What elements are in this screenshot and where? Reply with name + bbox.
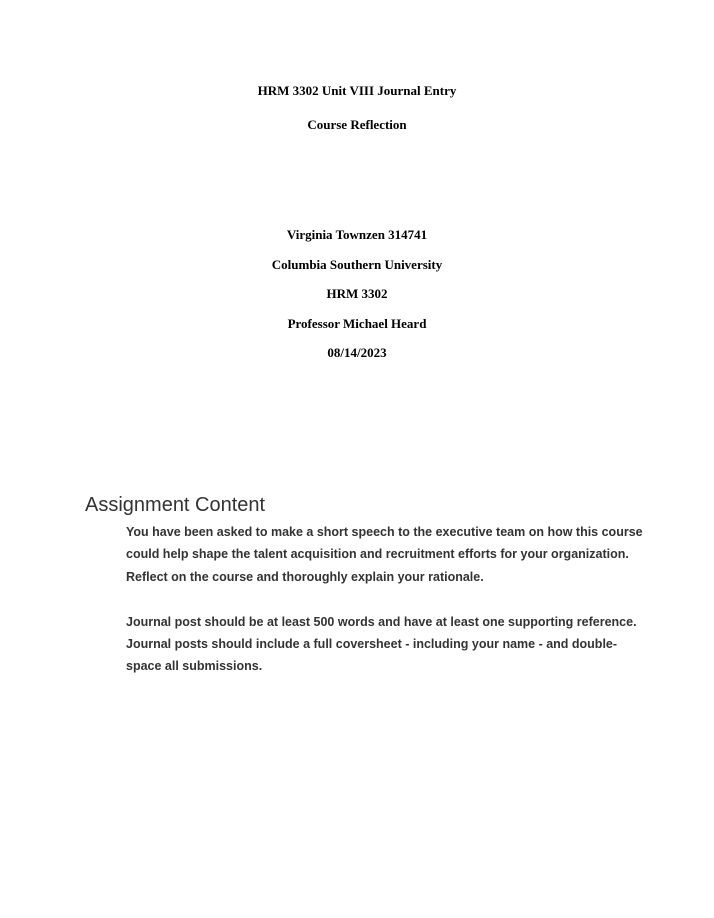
assignment-paragraph: Journal post should be at least 500 words and have at least one supporting reference. Journal posts should include a full coversheet - including your name - and double-space all submissions. [126,614,637,674]
university-name: Columbia Southern University [271,256,443,272]
professor-name: Professor Michael Heard [287,315,427,331]
document-subtitle: Course Reflection [307,117,407,132]
cover-info-block [0,228,714,376]
assignment-paragraph: You have been asked to make a short speech to the executive team on how this course could help shape the talent acquisition and recruitment efforts for your organization. Reflect on the course and thoroughly explain your rationale. [126,525,643,584]
course-code: HRM 3302 [326,286,388,301]
student-name: Virginia Townzen 314741 [286,227,428,242]
document-title-block [0,84,714,132]
assignment-heading: Assignment Content [85,494,266,516]
submission-date: 08/14/2023 [327,345,387,360]
assignment-body [126,521,646,701]
document-title: HRM 3302 Unit VIII Journal Entry [257,83,457,98]
